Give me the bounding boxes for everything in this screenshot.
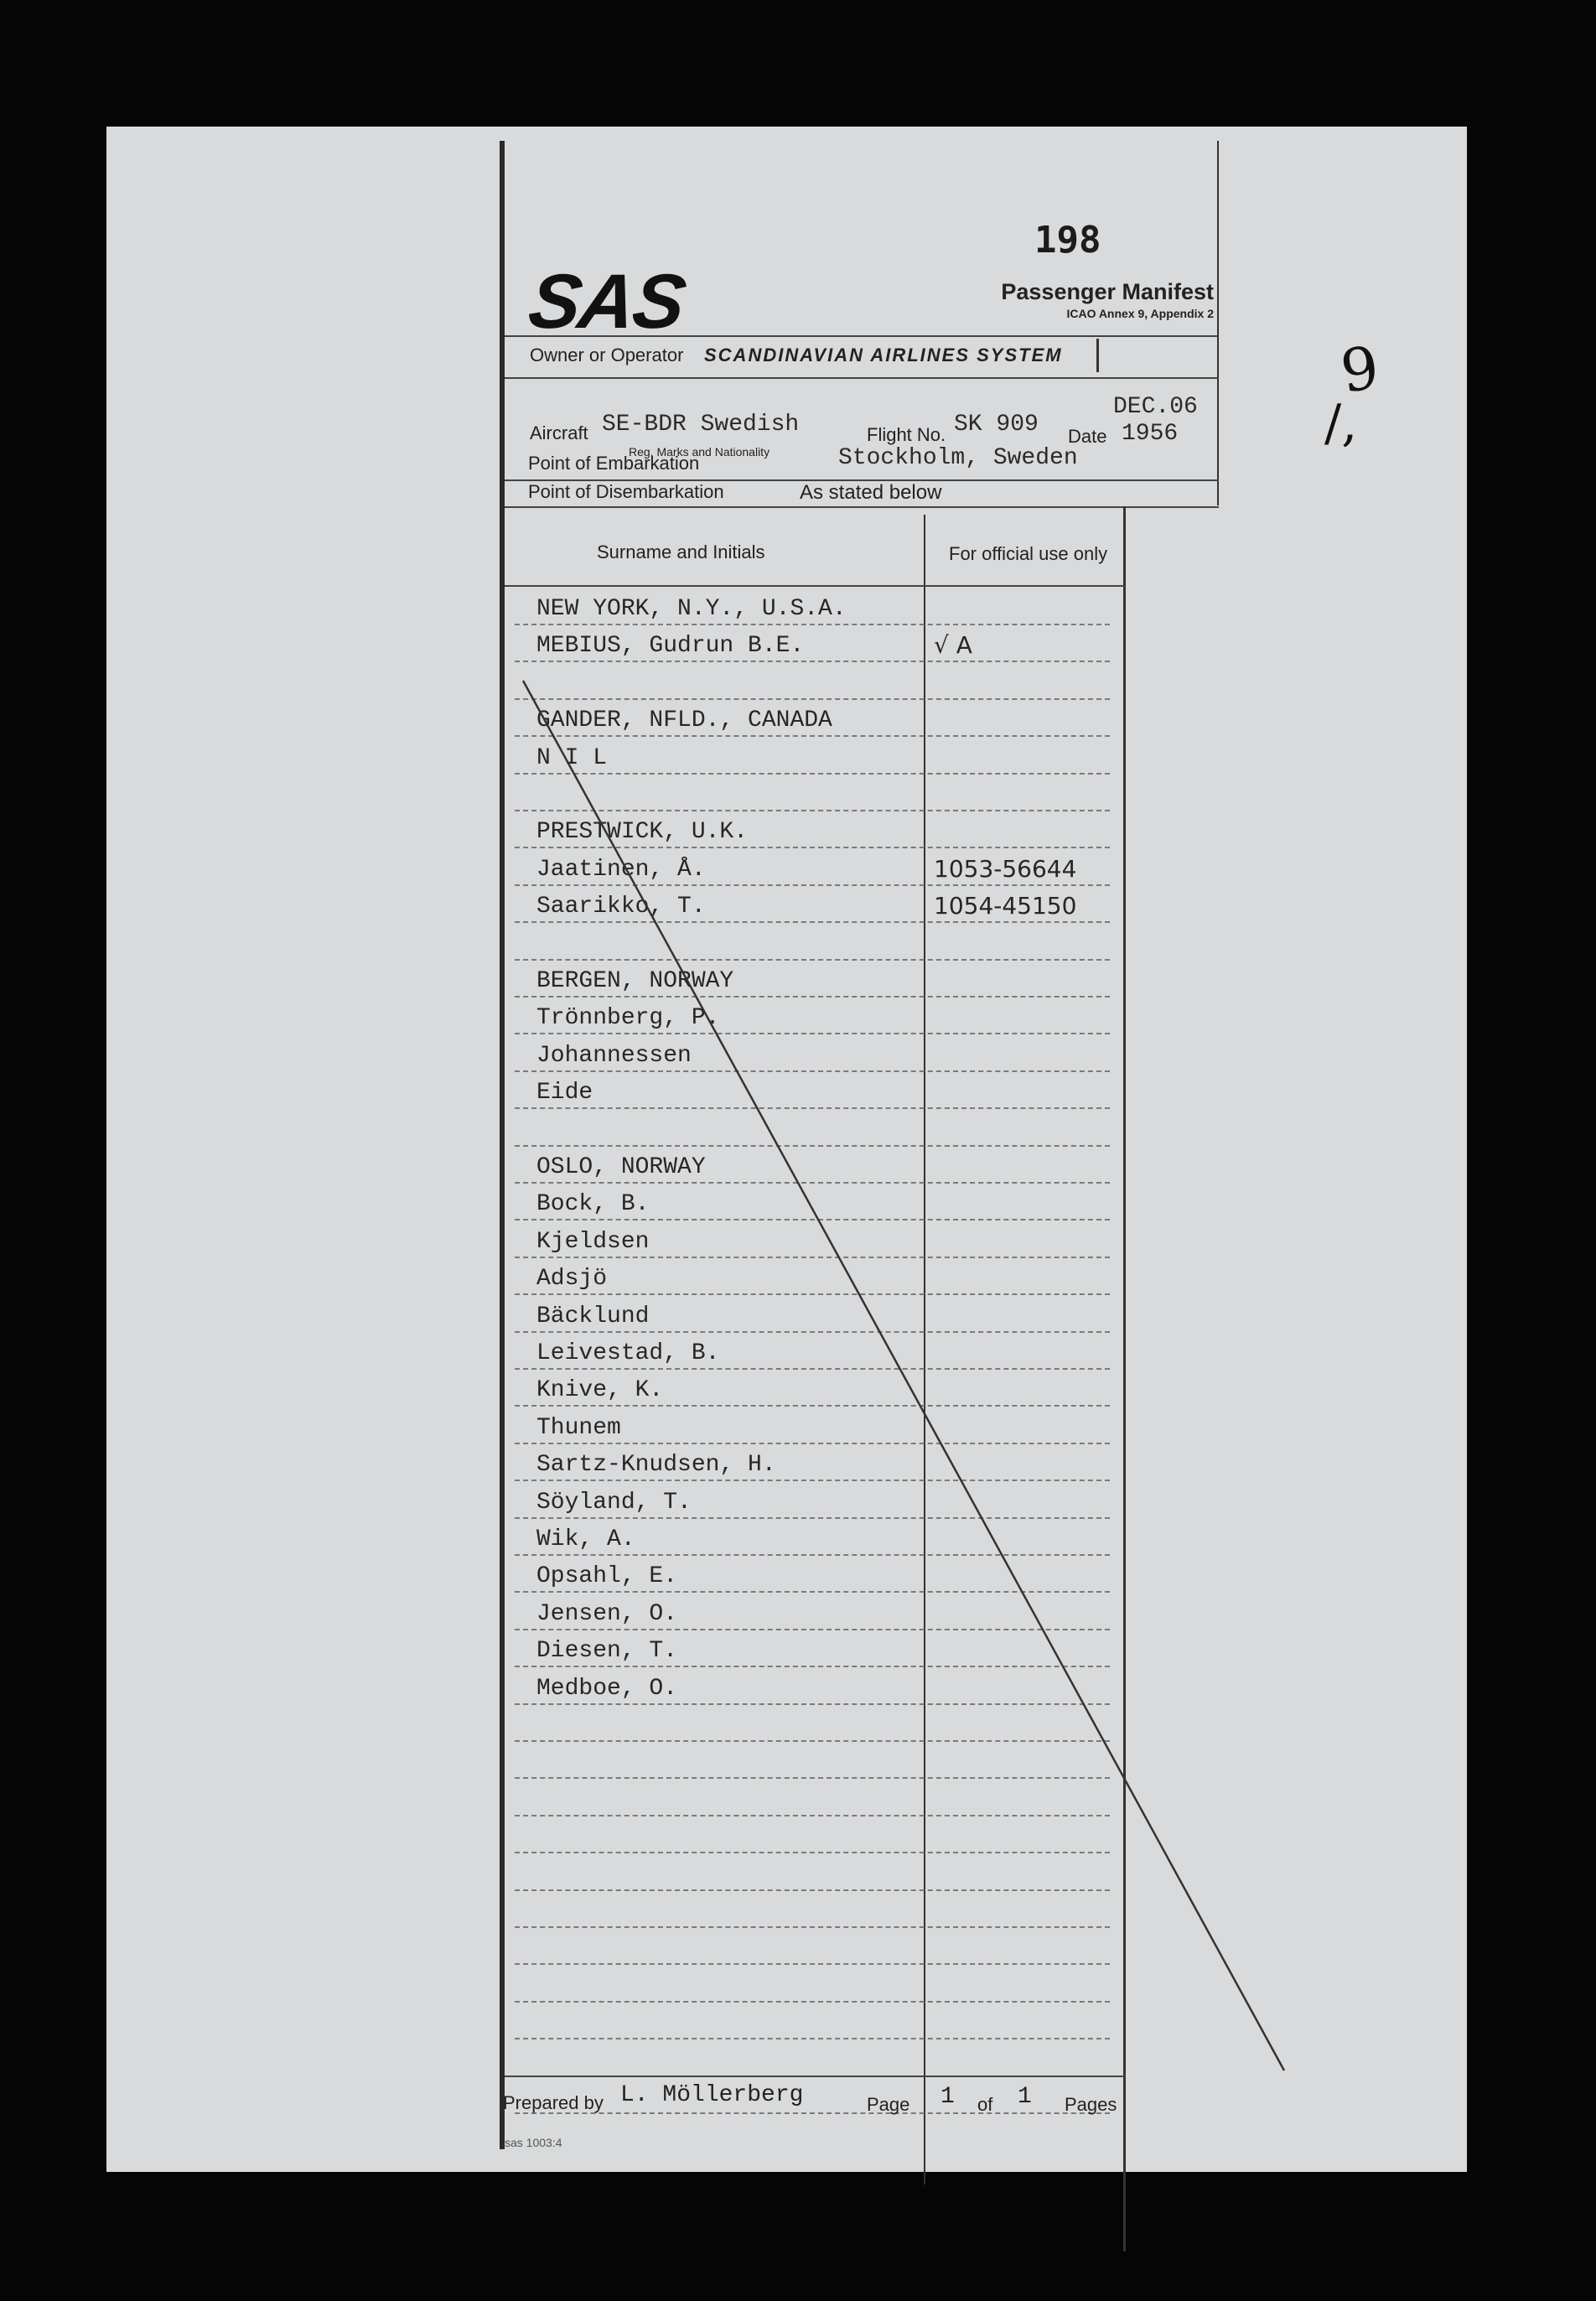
of-label: of <box>977 2094 993 2115</box>
passenger-name: Bock, B. <box>536 1191 650 1218</box>
passenger-name: N I L <box>536 744 608 771</box>
date-value-year: 1956 <box>1122 421 1179 447</box>
passenger-name: Thunem <box>536 1414 621 1441</box>
passenger-name: Opsahl, E. <box>536 1563 678 1590</box>
owner-value: SCANDINAVIAN AIRLINES SYSTEM <box>704 345 1063 365</box>
passenger-name: Johannessen <box>536 1042 692 1069</box>
reg-marks-label: Reg. Marks and Nationality <box>629 445 770 459</box>
official-use-value: 1053-56644 <box>934 854 1077 883</box>
column-header-official: For official use only <box>949 543 1108 564</box>
page-value: 1 <box>940 2084 955 2110</box>
prepared-label: Prepared by <box>503 2092 604 2113</box>
passenger-name: Leivestad, B. <box>536 1340 720 1366</box>
passenger-name: Adsjö <box>536 1266 608 1293</box>
flight-value: SK 909 <box>954 412 1039 438</box>
prepared-value: L. Möllerberg <box>620 2082 804 2108</box>
disembarkation-value: As stated below <box>800 481 942 504</box>
passenger-name: Saarikko, T. <box>536 894 706 920</box>
manifest-subtitle: ICAO Annex 9, Appendix 2 <box>1066 307 1214 320</box>
of-value: 1 <box>1018 2084 1032 2110</box>
form-code: sas 1003:4 <box>505 2136 562 2149</box>
page-label: Page <box>867 2094 910 2115</box>
owner-label: Owner or Operator <box>530 345 684 365</box>
embarkation-label: Point of Embarkation <box>528 453 700 474</box>
passenger-name: PRESTWICK, U.K. <box>536 819 749 846</box>
passenger-name: Bäcklund <box>536 1303 650 1329</box>
aircraft-label: Aircraft <box>530 422 588 443</box>
passenger-name: BERGEN, NORWAY <box>536 968 734 994</box>
passenger-name: Jaatinen, Å. <box>536 856 706 883</box>
passenger-name: Jensen, O. <box>536 1600 678 1627</box>
flight-label: Flight No. <box>867 424 946 445</box>
passenger-name: Kjeldsen <box>536 1228 650 1255</box>
column-header-surname: Surname and Initials <box>597 542 765 562</box>
passenger-name: NEW YORK, N.Y., U.S.A. <box>536 596 847 622</box>
pages-label: Pages <box>1065 2094 1117 2115</box>
passenger-name: GANDER, NFLD., CANADA <box>536 707 832 734</box>
embarkation-value: Stockholm, Sweden <box>838 445 1078 471</box>
margin-handwritten-note: 9 <box>1336 333 1384 407</box>
passenger-name: Diesen, T. <box>536 1638 678 1665</box>
passenger-name: OSLO, NORWAY <box>536 1154 706 1180</box>
passenger-name: Söyland, T. <box>536 1489 692 1516</box>
margin-handwritten-mark: /, <box>1324 394 1358 453</box>
date-label: Date <box>1068 426 1107 447</box>
passenger-name: Medboe, O. <box>536 1675 678 1702</box>
official-use-value: √ A <box>934 631 972 660</box>
passenger-name: Eide <box>536 1080 593 1106</box>
passenger-name: Sartz-Knudsen, H. <box>536 1452 776 1479</box>
passenger-name: Wik, A. <box>536 1526 635 1552</box>
page-number: 198 <box>1034 219 1101 262</box>
passenger-name: Trönnberg, P. <box>536 1005 720 1032</box>
aircraft-value: SE-BDR Swedish <box>602 412 800 438</box>
date-value-day: DEC.06 <box>1113 394 1198 420</box>
sas-logo: SAS <box>523 259 690 345</box>
passenger-name: MEBIUS, Gudrun B.E. <box>536 633 805 660</box>
manifest-title: Passenger Manifest <box>1001 279 1214 304</box>
passenger-name: Knive, K. <box>536 1377 664 1404</box>
disembarkation-label: Point of Disembarkation <box>528 481 724 502</box>
diagonal-cancel-line <box>523 681 1284 2070</box>
official-use-value: 1054-45150 <box>934 892 1077 920</box>
